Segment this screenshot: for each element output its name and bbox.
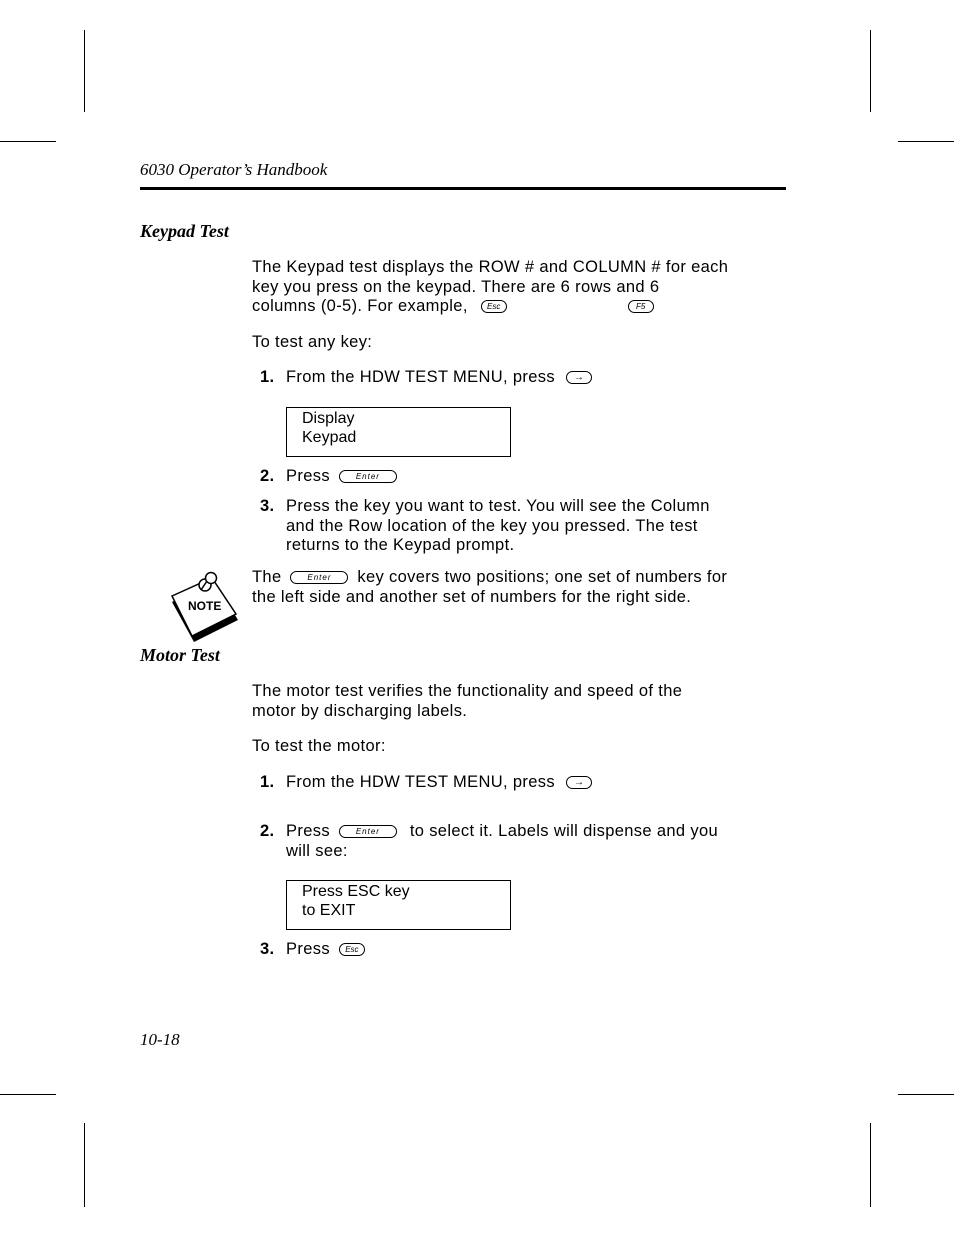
lcd-line: Keypad (302, 429, 357, 446)
step-text-content: Press (286, 467, 330, 485)
step-text (286, 497, 778, 556)
step-text (286, 368, 778, 388)
crop-mark (84, 30, 85, 112)
lcd-display (286, 407, 511, 457)
step-number: 1. (260, 773, 275, 791)
step-number: 3. (260, 497, 275, 515)
crop-mark (870, 30, 871, 112)
crop-mark (0, 141, 56, 142)
step-number: 3. (260, 940, 275, 958)
note-line-text: The (252, 568, 282, 586)
keypad-intro-line (252, 297, 782, 317)
lcd-line: to EXIT (302, 902, 356, 919)
enter-key-icon: Enter (290, 571, 348, 584)
crop-mark (898, 1094, 954, 1095)
motor-prompt: To test the motor: (252, 737, 386, 755)
header-rule (140, 187, 786, 190)
lcd-display (286, 880, 511, 930)
note-text (252, 568, 782, 607)
motor-test-title: Motor Test (140, 645, 220, 665)
right-arrow-key-icon: → (566, 776, 592, 789)
crop-mark (870, 1123, 871, 1207)
note-line: the left side and another set of numbers for the right side. (252, 587, 692, 606)
step-text (286, 822, 778, 861)
step-text-content: From the HDW TEST MENU, press (286, 368, 555, 386)
step-text-line: Press the key you want to test. You will see the Column (286, 497, 710, 515)
esc-key-icon: Esc (339, 943, 365, 956)
crop-mark (84, 1123, 85, 1207)
crop-mark (0, 1094, 56, 1095)
step-text-line: and the Row location of the key you pressed. The test (286, 516, 698, 535)
f5-key-icon: F5 (628, 300, 654, 313)
keypad-test-title: Keypad Test (140, 221, 229, 241)
motor-intro-line: The motor test verifies the functionality and speed of the (252, 682, 683, 700)
keypad-intro-line: key you press on the keypad. There are 6 rows and 6 (252, 277, 660, 296)
step-text-content: From the HDW TEST MENU, press (286, 773, 555, 791)
note-line-text: key covers two positions; one set of numbers for (357, 568, 728, 586)
step-text-line (286, 822, 778, 842)
note-line (252, 568, 782, 588)
motor-intro (252, 682, 782, 721)
keypad-intro-line-text: columns (0-5). For example, (252, 297, 468, 315)
enter-key-icon: Enter (339, 470, 397, 483)
step-number: 2. (260, 467, 275, 485)
esc-key-icon: Esc (481, 300, 507, 313)
lcd-line: Display (302, 410, 355, 427)
keypad-intro (252, 258, 782, 317)
step-text-content: Press (286, 940, 330, 958)
enter-key-icon: Enter (339, 825, 397, 838)
page-number: 10-18 (140, 1030, 180, 1049)
step-number: 1. (260, 368, 275, 386)
step-number: 2. (260, 822, 275, 840)
step-text-content: to select it. Labels will dispense and you (409, 822, 719, 840)
step-text (286, 940, 778, 960)
step-text-line: returns to the Keypad prompt. (286, 536, 515, 554)
motor-intro-line: motor by discharging labels. (252, 701, 468, 720)
running-head: 6030 Operator’s Handbook (140, 160, 328, 179)
keypad-intro-line: The Keypad test displays the ROW # and COLUMN # for each (252, 258, 729, 276)
step-text (286, 467, 778, 487)
note-icon-label: NOTE (188, 599, 222, 613)
step-text-line: will see: (286, 841, 348, 860)
step-text-content: Press (286, 822, 330, 840)
lcd-line: Press ESC key (302, 883, 410, 900)
step-text (286, 773, 778, 793)
right-arrow-key-icon: → (566, 371, 592, 384)
keypad-prompt: To test any key: (252, 333, 373, 351)
crop-mark (898, 141, 954, 142)
